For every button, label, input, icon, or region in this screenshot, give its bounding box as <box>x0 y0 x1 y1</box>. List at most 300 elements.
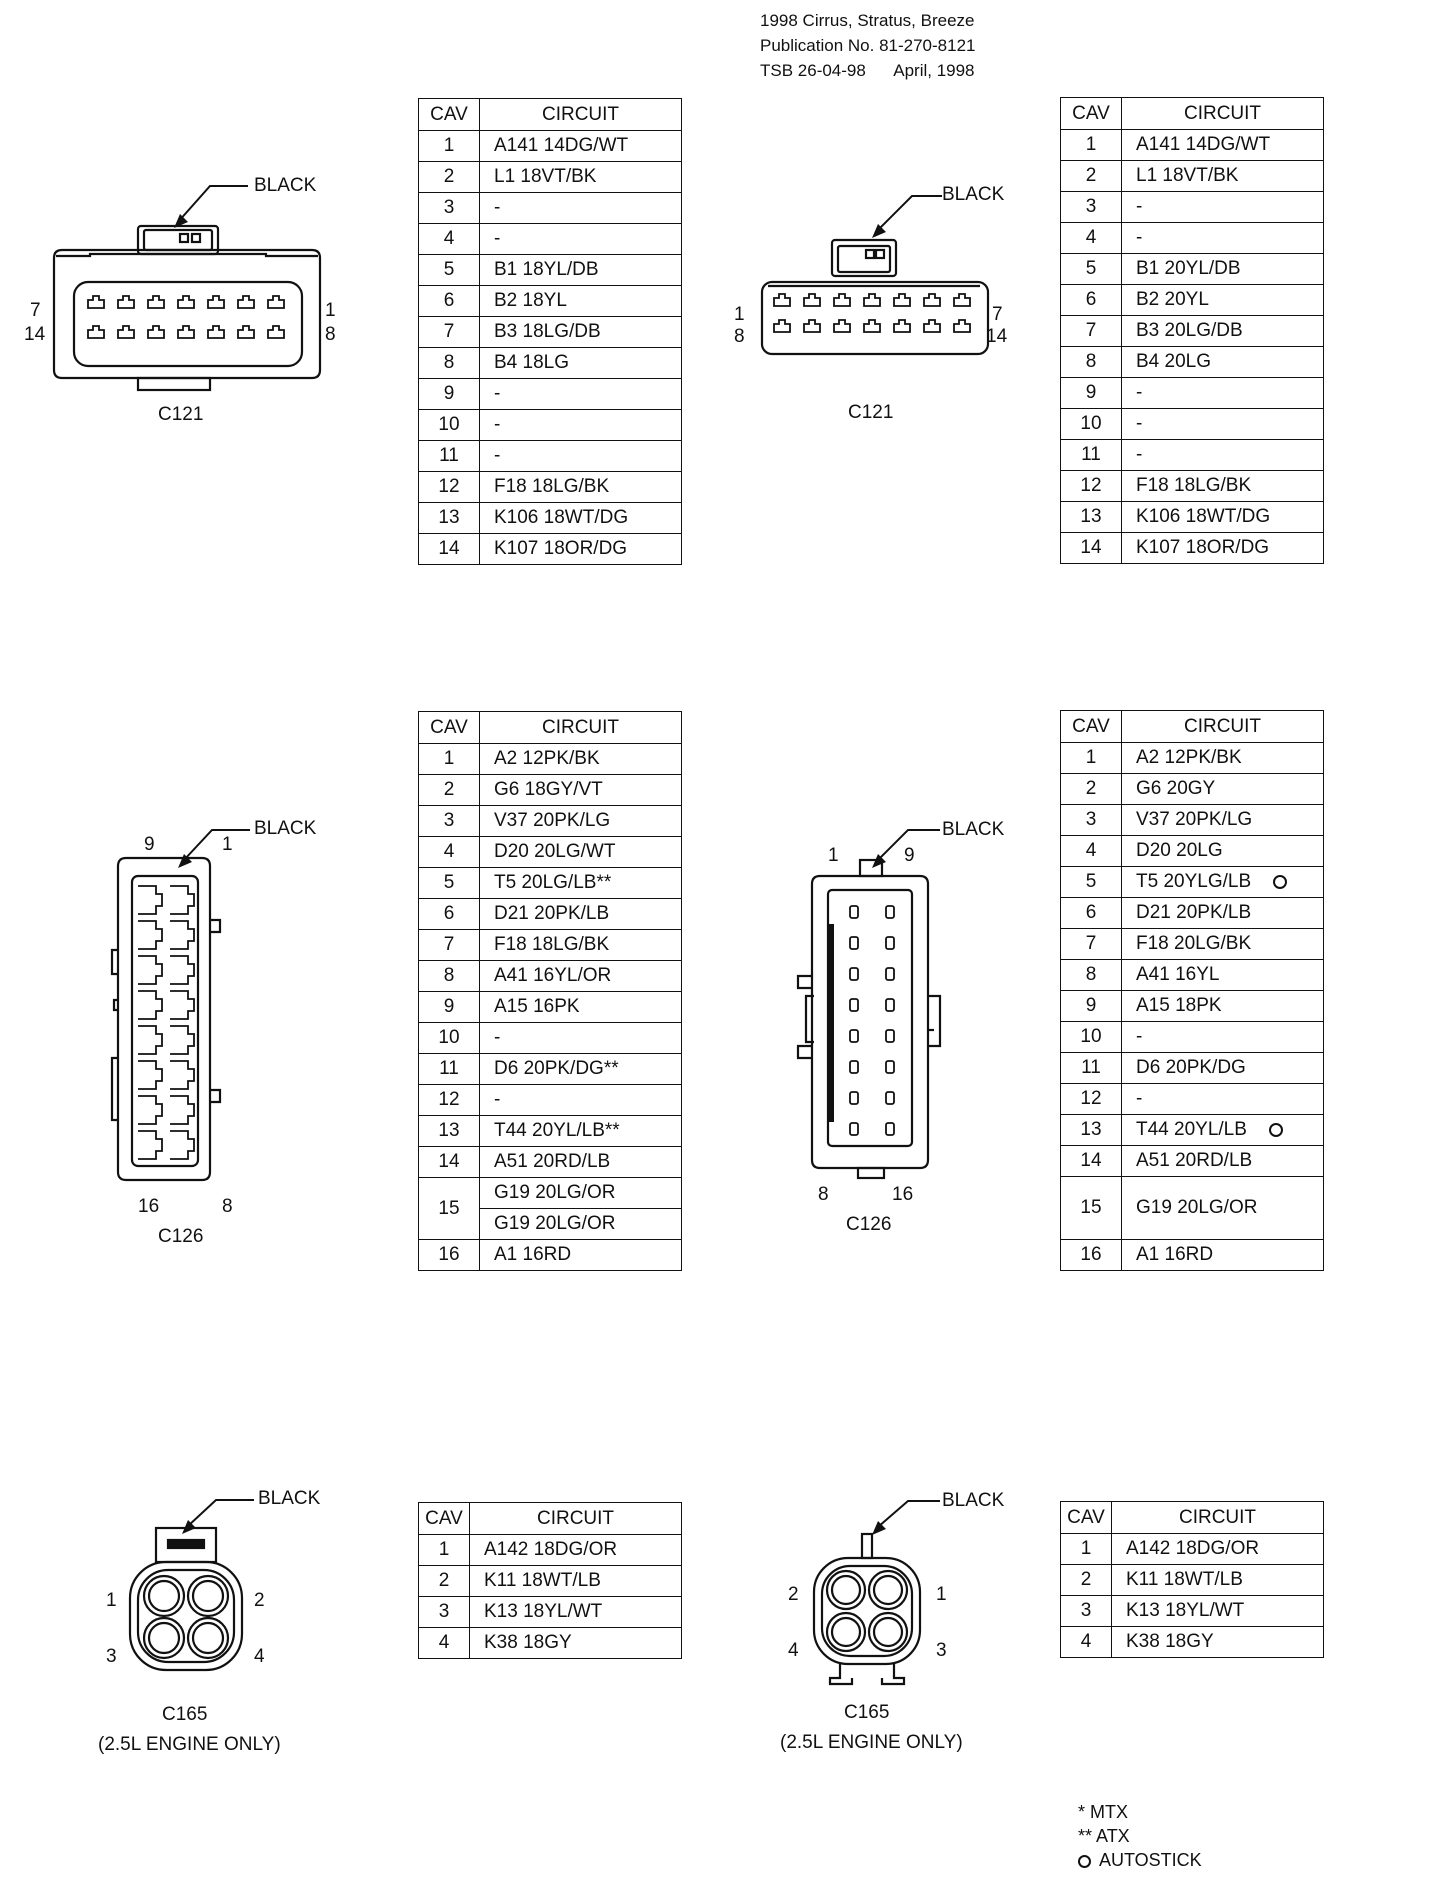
c126-cavity-table-right <box>1060 710 1324 1271</box>
circuit-text: F18 18LG/BK <box>494 934 610 955</box>
table-row <box>1061 471 1324 502</box>
circuit-text: D21 20PK/LB <box>494 903 610 924</box>
terminal-slot <box>238 326 254 338</box>
terminal-slot <box>886 999 894 1011</box>
circuit-cell <box>1122 378 1324 409</box>
circuit-cell <box>480 224 682 255</box>
circuit-cell <box>1122 285 1324 316</box>
circuit-text: - <box>494 1089 501 1110</box>
cav-cell: 11 <box>1061 440 1122 471</box>
circuit-text: - <box>494 228 501 249</box>
circuit-text: B4 20LG <box>1136 351 1211 372</box>
circuit-cell <box>1122 774 1324 805</box>
cav-cell: 1 <box>419 131 480 162</box>
c165-cavity-table-left <box>418 1502 682 1659</box>
table-row <box>1061 1565 1324 1596</box>
cav-header: CAV <box>1061 711 1122 743</box>
table-row <box>419 348 682 379</box>
table-row <box>1061 192 1324 223</box>
cav-cell: 9 <box>419 992 480 1023</box>
table-row <box>1061 285 1324 316</box>
terminal-slot <box>138 991 162 1019</box>
table-row <box>1061 254 1324 285</box>
cav-header: CAV <box>419 712 480 744</box>
circuit-text: A51 20RD/LB <box>1136 1150 1253 1171</box>
circuit-text: F18 18LG/BK <box>494 476 610 497</box>
cav-cell: 11 <box>419 1054 480 1085</box>
table-row <box>419 1023 682 1054</box>
terminal-slot <box>170 1026 194 1054</box>
circuit-cell <box>480 379 682 410</box>
terminal-slot <box>170 1131 194 1159</box>
terminal-slot <box>864 294 880 306</box>
c165-engine-note-right: (2.5L ENGINE ONLY) <box>780 1732 963 1753</box>
circuit-cell <box>1122 1146 1324 1177</box>
circuit-cell: G19 20LG/OR <box>480 1178 682 1209</box>
terminal-slot <box>148 326 164 338</box>
circuit-cell <box>1122 991 1324 1022</box>
table-row <box>1061 378 1324 409</box>
table-row <box>419 379 682 410</box>
circuit-cell <box>1122 867 1324 898</box>
c126-name-left: C126 <box>158 1226 204 1247</box>
circuit-cell <box>1122 1177 1324 1240</box>
cav-cell: 7 <box>1061 929 1122 960</box>
circuit-text: D21 20PK/LB <box>1136 902 1252 923</box>
circuit-cell <box>1122 471 1324 502</box>
table-row <box>419 1535 682 1566</box>
terminal-slot <box>138 1061 162 1089</box>
cav-cell: 5 <box>419 255 480 286</box>
circuit-text: - <box>1136 444 1143 465</box>
circuit-cell <box>1122 223 1324 254</box>
terminal-slot <box>138 921 162 949</box>
c165-pin-4-left: 4 <box>254 1646 265 1667</box>
table-row <box>1061 223 1324 254</box>
cav-cell: 5 <box>419 868 480 899</box>
c165-pointer-arrow-left <box>176 1496 256 1536</box>
circuit-header: CIRCUIT <box>480 99 682 131</box>
terminal-slot <box>170 886 194 914</box>
cav-cell: 3 <box>1061 192 1122 223</box>
terminal-slot <box>170 921 194 949</box>
table-row <box>1061 130 1324 161</box>
circuit-cell <box>1122 409 1324 440</box>
legend <box>1078 1800 1202 1872</box>
terminal-slot <box>850 906 858 918</box>
circuit-cell <box>470 1597 682 1628</box>
terminal-slot <box>886 906 894 918</box>
circuit-text: L1 18VT/BK <box>1136 165 1239 186</box>
c121-pin-8-left: 8 <box>325 324 336 345</box>
cav-cell: 12 <box>419 1085 480 1116</box>
circuit-header: CIRCUIT <box>480 712 682 744</box>
circuit-text: - <box>1136 196 1143 217</box>
cav-cell: 4 <box>419 837 480 868</box>
c126-connector-drawing-right <box>794 860 944 1180</box>
circuit-cell <box>1122 161 1324 192</box>
circuit-cell <box>480 744 682 775</box>
c126-pin-9-right: 9 <box>904 845 915 866</box>
c126-cavity-table-left <box>418 711 682 1271</box>
circuit-text: - <box>1136 382 1143 403</box>
circuit-cell <box>1122 929 1324 960</box>
table-row <box>1061 1084 1324 1115</box>
c121-connector-drawing-right <box>748 230 1008 370</box>
terminal-slot <box>850 937 858 949</box>
circuit-header: CIRCUIT <box>470 1503 682 1535</box>
cav-cell: 1 <box>1061 1534 1112 1565</box>
circuit-text: A1 16RD <box>494 1244 572 1265</box>
c126-pin-16-right: 16 <box>892 1184 914 1205</box>
circuit-cell <box>1122 130 1324 161</box>
c126-pin-1-left: 1 <box>222 834 233 855</box>
circuit-text: K107 18OR/DG <box>1136 537 1270 558</box>
terminal-slot <box>148 296 164 308</box>
c126-pin-8-right: 8 <box>818 1184 829 1205</box>
circuit-cell <box>1122 960 1324 991</box>
table-row <box>419 1085 682 1116</box>
circuit-cell <box>480 837 682 868</box>
circuit-cell <box>1122 502 1324 533</box>
table-row <box>419 868 682 899</box>
circuit-cell <box>1122 1240 1324 1271</box>
terminal-slot <box>138 1096 162 1124</box>
circuit-cell <box>1122 440 1324 471</box>
circuit-cell <box>480 1054 682 1085</box>
circuit-text: T5 20LG/LB** <box>494 872 612 893</box>
table-row <box>1061 161 1324 192</box>
cav-cell: 4 <box>419 1628 470 1659</box>
circuit-cell <box>480 131 682 162</box>
table-row <box>1061 1627 1324 1658</box>
circuit-text: L1 18VT/BK <box>494 166 597 187</box>
circuit-text: - <box>494 1027 501 1048</box>
cav-cell: 6 <box>419 899 480 930</box>
c121-pin-7-left: 7 <box>30 300 41 321</box>
circuit-text: B3 18LG/DB <box>494 321 601 342</box>
circuit-text: D20 20LG/WT <box>494 841 616 862</box>
cav-header: CAV <box>419 1503 470 1535</box>
table-row <box>1061 347 1324 378</box>
circuit-cell <box>1122 1084 1324 1115</box>
circuit-text: F18 20LG/BK <box>1136 933 1252 954</box>
circuit-cell <box>480 1085 682 1116</box>
header-line-3: TSB 26-04-98 April, 1998 <box>760 61 975 80</box>
table-row <box>1061 867 1324 898</box>
c165-pin-2-right: 2 <box>788 1584 799 1605</box>
c165-pin-1-right: 1 <box>936 1584 947 1605</box>
terminal-slot <box>178 326 194 338</box>
circuit-cell: G19 20LG/OR <box>480 1209 682 1240</box>
circuit-cell <box>470 1628 682 1659</box>
c121-pin-14-right: 14 <box>986 326 1008 347</box>
table-row <box>1061 774 1324 805</box>
circuit-cell <box>1122 254 1324 285</box>
circuit-text: T5 20YLG/LB <box>1136 871 1252 892</box>
circuit-text: B3 20LG/DB <box>1136 320 1243 341</box>
circuit-cell <box>480 899 682 930</box>
circuit-cell <box>1122 1115 1324 1146</box>
circuit-text: - <box>494 383 501 404</box>
circuit-text: - <box>494 445 501 466</box>
circuit-text: G19 20LG/OR <box>1136 1197 1258 1218</box>
circuit-header: CIRCUIT <box>1122 711 1324 743</box>
table-row <box>1061 898 1324 929</box>
circuit-cell <box>480 193 682 224</box>
table-row <box>419 441 682 472</box>
c165-pin-1-left: 1 <box>106 1590 117 1611</box>
c165-engine-note-left: (2.5L ENGINE ONLY) <box>98 1734 281 1755</box>
circuit-cell <box>480 317 682 348</box>
cav-cell: 4 <box>1061 223 1122 254</box>
cav-cell: 3 <box>419 806 480 837</box>
circuit-cell <box>480 1147 682 1178</box>
c121-pin-14-left: 14 <box>24 324 46 345</box>
table-row <box>419 410 682 441</box>
table-row <box>1061 805 1324 836</box>
circuit-text: K13 18YL/WT <box>484 1601 603 1622</box>
circuit-text: A141 14DG/WT <box>494 135 629 156</box>
cav-cell: 2 <box>1061 161 1122 192</box>
c121-cavity-table-left <box>418 98 682 565</box>
circuit-text: - <box>494 414 501 435</box>
cav-cell: 14 <box>419 534 480 565</box>
legend-mtx: * MTX <box>1078 1802 1129 1822</box>
table-row <box>1061 1146 1324 1177</box>
c165-pointer-arrow-right <box>862 1497 942 1537</box>
terminal-slot <box>804 320 820 332</box>
circuit-text: A1 16RD <box>1136 1244 1214 1265</box>
table-row <box>419 1054 682 1085</box>
table-row <box>419 992 682 1023</box>
c121-name-left: C121 <box>158 404 204 425</box>
cav-cell: 7 <box>419 317 480 348</box>
c165-name-right: C165 <box>844 1702 890 1723</box>
terminal-slot <box>850 1123 858 1135</box>
table-row <box>1061 1596 1324 1627</box>
circuit-cell <box>1112 1596 1324 1627</box>
terminal-slot <box>886 937 894 949</box>
circuit-cell <box>1112 1627 1324 1658</box>
circuit-cell <box>1122 192 1324 223</box>
cav-cell: 16 <box>419 1240 480 1271</box>
circuit-text: K11 18WT/LB <box>1126 1569 1243 1590</box>
cav-cell: 2 <box>419 775 480 806</box>
c126-pin-16-left: 16 <box>138 1196 160 1217</box>
c121-pin-8-right: 8 <box>734 326 745 347</box>
cav-cell: 9 <box>1061 991 1122 1022</box>
c121-pointer-arrow-left <box>170 182 250 232</box>
c165-color-label-right: BLACK <box>942 1490 1005 1511</box>
c126-pin-1-right: 1 <box>828 845 839 866</box>
circuit-text: A41 16YL <box>1136 964 1220 985</box>
circuit-cell <box>480 1023 682 1054</box>
cav-cell: 3 <box>419 1597 470 1628</box>
circuit-cell <box>1122 1022 1324 1053</box>
table-row <box>419 193 682 224</box>
circuit-cell <box>1122 743 1324 774</box>
terminal-slot <box>850 1030 858 1042</box>
table-row <box>1061 316 1324 347</box>
circuit-text: - <box>1136 1026 1143 1047</box>
table-row <box>419 472 682 503</box>
cav-header: CAV <box>419 99 480 131</box>
terminal-slot <box>208 296 224 308</box>
cav-cell: 13 <box>1061 1115 1122 1146</box>
terminal-slot <box>850 1061 858 1073</box>
c121-cavity-table-right <box>1060 97 1324 564</box>
cav-cell: 6 <box>1061 285 1122 316</box>
cav-cell: 8 <box>1061 347 1122 378</box>
cav-cell: 9 <box>419 379 480 410</box>
circuit-header: CIRCUIT <box>1122 98 1324 130</box>
circuit-cell <box>480 806 682 837</box>
circuit-cell <box>480 410 682 441</box>
cav-cell: 16 <box>1061 1240 1122 1271</box>
cav-cell: 1 <box>419 1535 470 1566</box>
circuit-text: K106 18WT/DG <box>1136 506 1271 527</box>
cav-cell: 10 <box>1061 1022 1122 1053</box>
circuit-text: A51 20RD/LB <box>494 1151 611 1172</box>
cav-cell: 13 <box>419 503 480 534</box>
circuit-cell <box>480 961 682 992</box>
circuit-text: K107 18OR/DG <box>494 538 628 559</box>
cav-cell: 1 <box>419 744 480 775</box>
terminal-slot <box>886 968 894 980</box>
circuit-cell <box>480 775 682 806</box>
terminal-slot <box>138 886 162 914</box>
c165-pin-3-left: 3 <box>106 1646 117 1667</box>
c126-pin-8-left: 8 <box>222 1196 233 1217</box>
circuit-text: K106 18WT/DG <box>494 507 629 528</box>
circuit-text: T44 20YL/LB** <box>494 1120 620 1141</box>
terminal-slot <box>170 1096 194 1124</box>
c165-pin-2-left: 2 <box>254 1590 265 1611</box>
terminal-slot <box>886 1123 894 1135</box>
circuit-cell <box>480 534 682 565</box>
table-row <box>1061 1534 1324 1565</box>
circuit-cell <box>1112 1565 1324 1596</box>
cav-cell: 4 <box>1061 1627 1112 1658</box>
circuit-cell <box>470 1566 682 1597</box>
circuit-cell <box>1122 347 1324 378</box>
circuit-text: G6 20GY <box>1136 778 1216 799</box>
c126-pointer-arrow-right <box>862 826 942 870</box>
terminal-slot <box>268 326 284 338</box>
c126-pin-9-left: 9 <box>144 834 155 855</box>
table-row <box>419 961 682 992</box>
cav-cell: 2 <box>1061 774 1122 805</box>
legend-atx: ** ATX <box>1078 1826 1130 1846</box>
circuit-text: A2 12PK/BK <box>1136 747 1242 768</box>
circuit-text: T44 20YL/LB <box>1136 1119 1247 1140</box>
circuit-header: CIRCUIT <box>1112 1502 1324 1534</box>
circuit-text: V37 20PK/LG <box>1136 809 1253 830</box>
cav-cell: 8 <box>419 961 480 992</box>
table-row <box>419 1597 682 1628</box>
circuit-cell <box>1122 1053 1324 1084</box>
terminal-slot <box>238 296 254 308</box>
circuit-text: K13 18YL/WT <box>1126 1600 1245 1621</box>
circuit-cell <box>480 441 682 472</box>
terminal-slot <box>268 296 284 308</box>
circuit-cell <box>1122 898 1324 929</box>
cav-cell: 14 <box>419 1147 480 1178</box>
c165-pin-4-right: 4 <box>788 1640 799 1661</box>
circuit-cell <box>480 1116 682 1147</box>
table-row <box>1061 1115 1324 1146</box>
cav-header: CAV <box>1061 1502 1112 1534</box>
cav-cell: 8 <box>1061 960 1122 991</box>
terminal-slot <box>850 999 858 1011</box>
cav-cell: 3 <box>1061 805 1122 836</box>
circuit-text: D6 20PK/DG** <box>494 1058 619 1079</box>
table-row <box>1061 409 1324 440</box>
c121-pin-1-left: 1 <box>325 300 336 321</box>
cav-cell: 1 <box>1061 743 1122 774</box>
circuit-text: D20 20LG <box>1136 840 1223 861</box>
cav-cell: 5 <box>1061 254 1122 285</box>
c165-connector-drawing-left <box>124 1526 274 1676</box>
cav-cell: 8 <box>419 348 480 379</box>
table-row <box>1061 991 1324 1022</box>
terminal-slot <box>804 294 820 306</box>
terminal-slot <box>774 320 790 332</box>
header-line-2: Publication No. 81-270-8121 <box>760 36 976 55</box>
table-row <box>419 131 682 162</box>
circuit-text: F18 18LG/BK <box>1136 475 1252 496</box>
circuit-text: B1 20YL/DB <box>1136 258 1241 279</box>
terminal-slot <box>208 326 224 338</box>
cav-cell: 4 <box>1061 836 1122 867</box>
table-row <box>419 930 682 961</box>
cav-cell: 2 <box>419 162 480 193</box>
terminal-slot <box>170 991 194 1019</box>
table-row <box>419 1566 682 1597</box>
cav-cell: 4 <box>419 224 480 255</box>
cav-cell: 2 <box>1061 1565 1112 1596</box>
table-row <box>419 806 682 837</box>
c126-connector-drawing-left <box>110 850 250 1190</box>
circuit-text: A142 18DG/OR <box>1126 1538 1260 1559</box>
cav-cell: 12 <box>1061 1084 1122 1115</box>
circuit-cell <box>1112 1534 1324 1565</box>
terminal-slot <box>138 1131 162 1159</box>
table-row <box>419 1116 682 1147</box>
publication-header <box>760 8 975 83</box>
c165-pin-3-right: 3 <box>936 1640 947 1661</box>
circuit-text: K11 18WT/LB <box>484 1570 601 1591</box>
circuit-cell <box>480 348 682 379</box>
cav-cell: 7 <box>1061 316 1122 347</box>
circuit-text: A15 18PK <box>1136 995 1222 1016</box>
c165-cavity-table-right <box>1060 1501 1324 1658</box>
circuit-cell <box>480 930 682 961</box>
cav-cell: 13 <box>1061 502 1122 533</box>
table-row <box>1061 743 1324 774</box>
cav-cell: 12 <box>1061 471 1122 502</box>
cav-cell: 6 <box>1061 898 1122 929</box>
table-row <box>1061 1240 1324 1271</box>
table-row <box>419 744 682 775</box>
c126-name-right: C126 <box>846 1214 892 1235</box>
c126-color-label-left: BLACK <box>254 818 317 839</box>
table-row <box>1061 929 1324 960</box>
table-row <box>1061 1053 1324 1084</box>
table-row <box>419 255 682 286</box>
cav-cell: 6 <box>419 286 480 317</box>
